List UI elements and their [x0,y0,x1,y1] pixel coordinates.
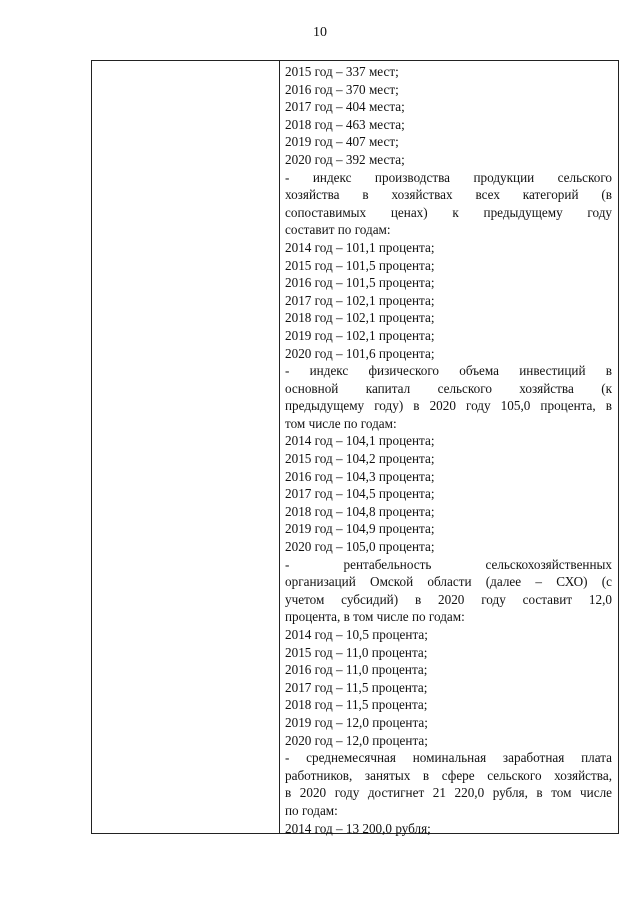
text-line: 2017 год – 11,5 процента; [285,679,428,695]
text-line: работников, занятых в сфере сельского хозяйства, [285,767,612,783]
text-line: 2016 год – 11,0 процента; [285,662,428,678]
text-line: 2018 год – 463 места; [285,116,405,132]
text-line: 2014 год – 104,1 процента; [285,433,435,449]
text-line: по годам: [285,802,338,818]
table-right-cell [285,63,612,837]
text-line: 2015 год – 337 мест; [285,64,399,79]
text-line: 2014 год – 10,5 процента; [285,627,428,642]
text-line: 2020 год – 392 места; [285,151,405,167]
text-line: предыдущему году) в 2020 году 105,0 процента, в [285,398,612,414]
text-line: 2020 год – 12,0 процента; [285,732,428,748]
text-line: 2015 год – 101,5 процента; [285,257,435,273]
text-line: 2018 год – 102,1 процента; [285,310,435,326]
text-line: 2014 год – 101,1 процента; [285,239,435,255]
text-line: 2020 год – 101,6 процента; [285,345,435,361]
text-line: 2020 год – 105,0 процента; [285,539,435,555]
text-line: 2019 год – 12,0 процента; [285,714,428,730]
text-line: 2017 год – 404 места; [285,99,405,115]
text-line: том числе по годам: [285,415,397,431]
text-line: 2016 год – 104,3 процента; [285,468,435,484]
text-line: организаций Омской области (далее – СХО) (с [285,574,612,590]
page-number: 10 [313,25,327,40]
text-line: 2015 год – 104,2 процента; [285,451,435,467]
text-line: - индекс производства продукции сельского [285,169,612,185]
text-line: 2017 год – 102,1 процента; [285,292,435,308]
text-line: 2016 год – 101,5 процента; [285,275,435,291]
text-line: 2016 год – 370 мест; [285,81,399,97]
text-line: основной капитал сельского хозяйства (к [285,380,612,396]
text-line: - среднемесячная номинальная заработная плата [285,750,612,766]
text-line: 2019 год – 104,9 процента; [285,521,435,537]
text-line: хозяйства в хозяйствах всех категорий (в [285,187,612,203]
text-line: сопоставимых ценах) к предыдущему году [285,204,612,220]
text-line: в 2020 году достигнет 21 220,0 рубля, в том числе [285,785,612,801]
text-line: - рентабельность сельскохозяйственных [285,556,612,572]
text-line: процента, в том числе по годам: [285,609,465,625]
text-line: учетом субсидий) в 2020 году составит 12,0 [285,591,612,607]
text-line: 2019 год – 102,1 процента; [285,327,435,343]
text-line: 2018 год – 11,5 процента; [285,697,428,713]
text-line: 2019 год – 407 мест; [285,134,399,150]
text-line: 2014 год – 13 200,0 рубля; [285,820,431,836]
column-divider [279,61,280,833]
text-line: - индекс физического объема инвестиций в [285,363,612,379]
text-line: 2015 год – 11,0 процента; [285,644,428,660]
text-line: 2018 год – 104,8 процента; [285,503,435,519]
text-line: 2017 год – 104,5 процента; [285,486,435,502]
table-left-cell [92,61,279,833]
document-table [91,60,619,834]
text-line: составит по годам: [285,222,391,238]
